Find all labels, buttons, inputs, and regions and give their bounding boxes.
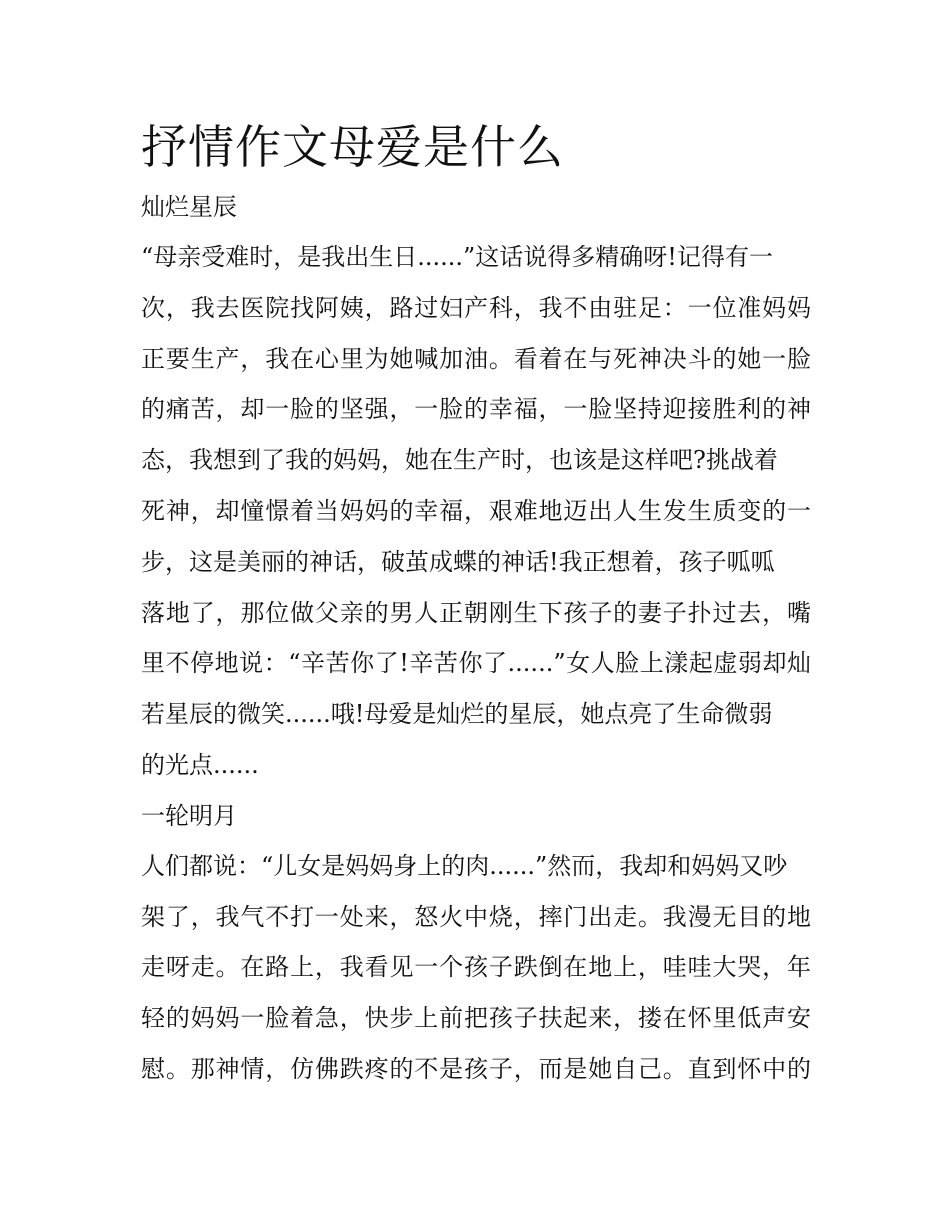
text-line: 次，我去医院找阿姨，路过妇产科，我不由驻足：一位准妈妈	[141, 293, 811, 322]
text-line: 慰。那神情，仿佛跌疼的不是孩子，而是她自己。直到怀中的	[141, 1054, 811, 1083]
text-line: 架了，我气不打一处来，怒火中烧，摔门出走。我漫无目的地	[141, 902, 811, 931]
text-line: 人们都说：“儿女是妈妈身上的肉......”然而，我却和妈妈又吵	[141, 851, 788, 880]
text-line: 落地了，那位做父亲的男人正朝刚生下孩子的妻子扑过去，嘴	[141, 598, 811, 627]
text-line: 正要生产，我在心里为她喊加油。看着在与死神决斗的她一脸	[141, 344, 811, 373]
text-line: 里不停地说：“辛苦你了!辛苦你了......”女人脸上漾起虚弱却灿	[141, 649, 811, 678]
section-1-paragraph	[141, 232, 811, 791]
section-heading-1: 灿烂星辰	[141, 193, 237, 221]
text-line: 态，我想到了我的妈妈，她在生产时，也该是这样吧?挑战着	[141, 446, 778, 475]
text-line: “母亲受难时，是我出生日......”这话说得多精确呀!记得有一	[141, 243, 773, 271]
document-body	[141, 112, 811, 1095]
section-2-paragraph	[141, 841, 811, 1095]
document-title: 抒情作文母爱是什么	[141, 120, 564, 174]
text-line: 死神，却憧憬着当妈妈的幸福，艰难地迈出人生发生质变的一	[141, 496, 811, 525]
text-line: 的痛苦，却一脸的坚强，一脸的幸福，一脸坚持迎接胜利的神	[141, 395, 811, 424]
section-heading-2: 一轮明月	[141, 801, 237, 830]
text-line: 的光点......	[141, 750, 259, 779]
text-line: 走呀走。在路上，我看见一个孩子跌倒在地上，哇哇大哭，年	[141, 953, 811, 982]
text-line: 轻的妈妈一脸着急，快步上前把孩子扶起来，搂在怀里低声安	[141, 1004, 811, 1033]
text-line: 若星辰的微笑......哦!母爱是灿烂的星辰，她点亮了生命微弱	[141, 700, 773, 729]
text-line: 步，这是美丽的神话，破茧成蝶的神话!我正想着，孩子呱呱	[141, 547, 775, 576]
